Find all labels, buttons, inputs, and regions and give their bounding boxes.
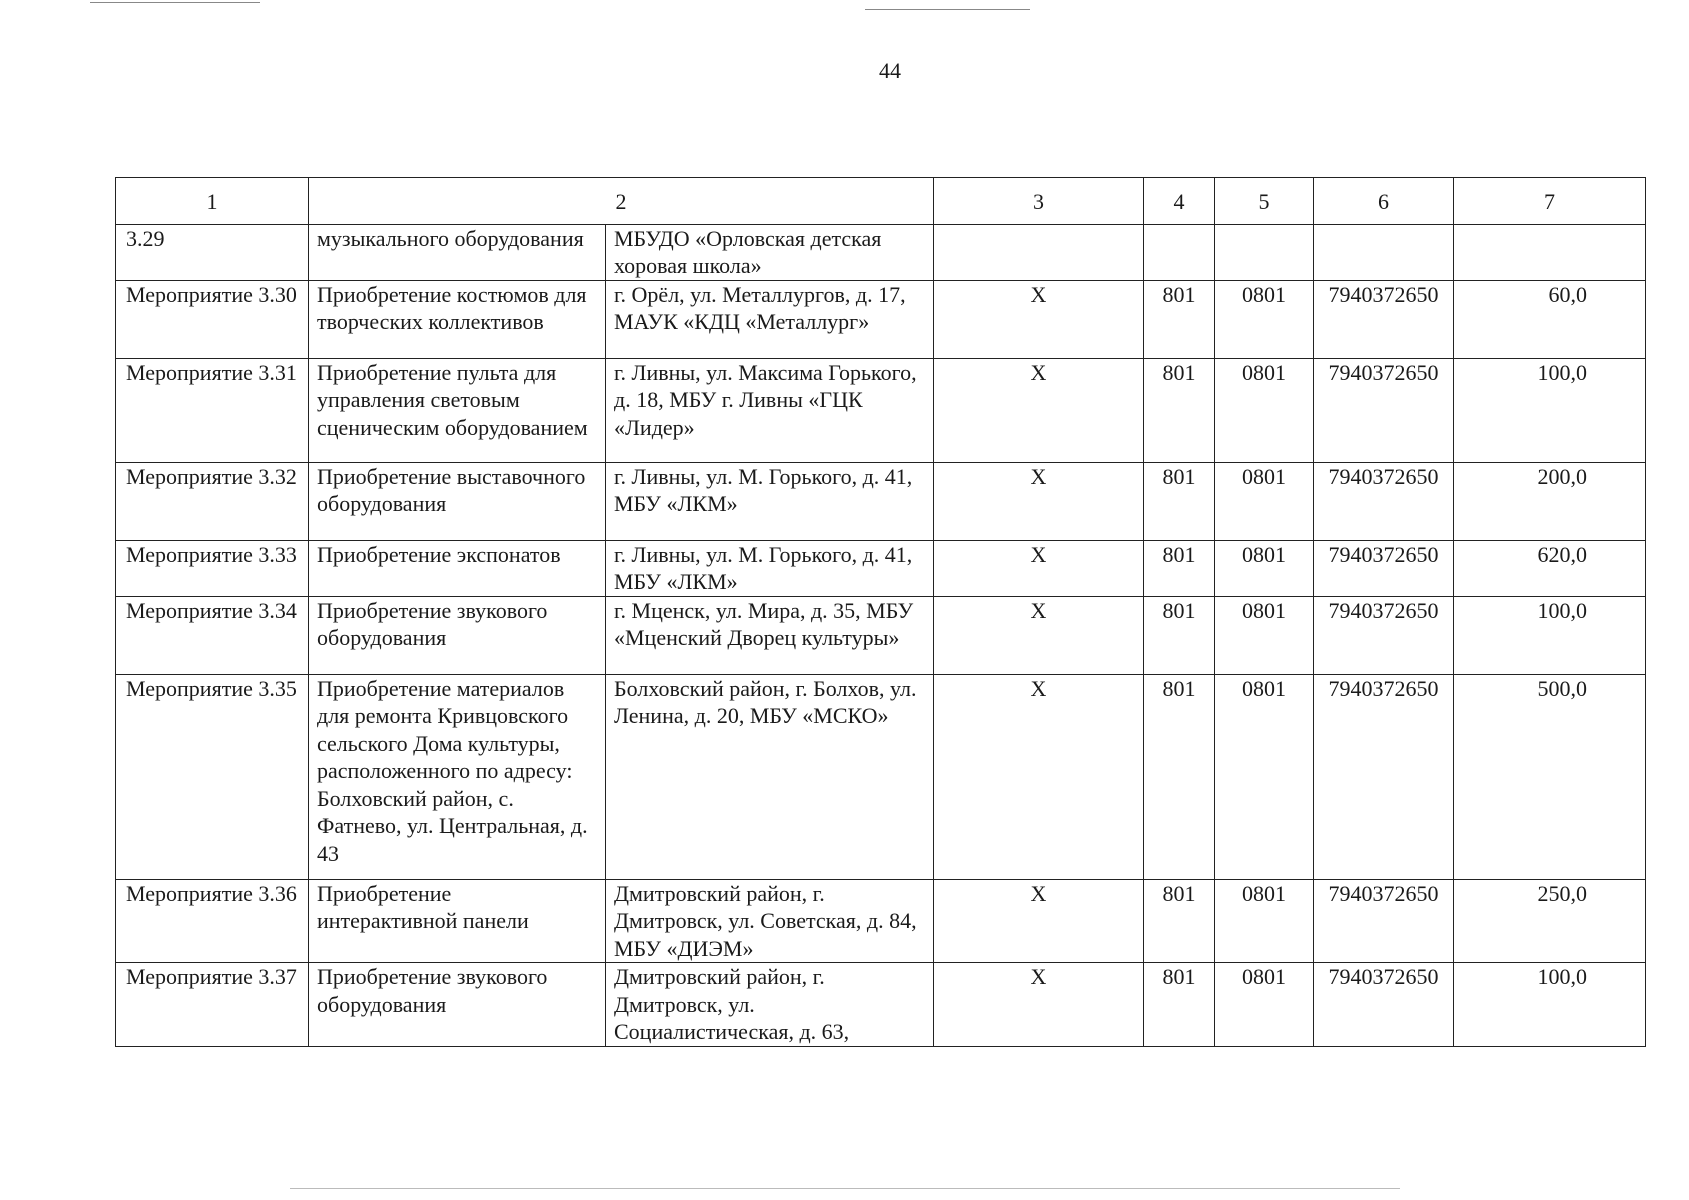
page-number: 44	[879, 58, 901, 83]
event-location-cell: г. Ливны, ул. М. Горького, д. 41, МБУ «ЛКМ»	[606, 540, 934, 596]
scan-line-bottom	[290, 1188, 1400, 1189]
column-6-cell: 7940372650	[1314, 280, 1454, 358]
amount-cell: 100,0	[1454, 358, 1646, 462]
column-number-row	[116, 178, 1646, 225]
column-5-cell: 0801	[1215, 358, 1314, 462]
event-location-cell: Дмитровский район, г. Дмитровск, ул. Советская, д. 84, МБУ «ДИЭМ»	[606, 879, 934, 963]
table-row	[116, 674, 1646, 879]
event-location-cell: Болховский район, г. Болхов, ул. Ленина, д. 20, МБУ «МСКО»	[606, 674, 934, 879]
event-description-cell: Приобретение звукового оборудования	[309, 963, 606, 1047]
scan-line-top-center	[865, 9, 1030, 10]
event-number-cell: Мероприятие 3.32	[116, 462, 309, 540]
column-6-cell: 7940372650	[1314, 596, 1454, 674]
event-number-cell: 3.29	[116, 224, 309, 280]
column-3-cell: Х	[934, 540, 1144, 596]
header-cell-2: 2	[309, 178, 934, 225]
column-5-cell: 0801	[1215, 596, 1314, 674]
event-number-cell: Мероприятие 3.31	[116, 358, 309, 462]
event-number-cell: Мероприятие 3.37	[116, 963, 309, 1047]
amount-cell: 100,0	[1454, 596, 1646, 674]
column-4-cell	[1144, 224, 1215, 280]
column-6-cell: 7940372650	[1314, 674, 1454, 879]
column-3-cell: Х	[934, 280, 1144, 358]
column-5-cell: 0801	[1215, 280, 1314, 358]
table-row	[116, 879, 1646, 963]
column-4-cell: 801	[1144, 280, 1215, 358]
column-5-cell: 0801	[1215, 963, 1314, 1047]
table-row	[116, 540, 1646, 596]
event-number-cell: Мероприятие 3.30	[116, 280, 309, 358]
column-6-cell: 7940372650	[1314, 879, 1454, 963]
event-location-cell: г. Орёл, ул. Металлургов, д. 17, МАУК «КДЦ «Металлург»	[606, 280, 934, 358]
scan-line-top-left	[90, 2, 260, 3]
event-location-cell: г. Ливны, ул. Максима Горького, д. 18, МБУ г. Ливны «ГЦК «Лидер»	[606, 358, 934, 462]
column-3-cell: Х	[934, 674, 1144, 879]
column-3-cell: Х	[934, 963, 1144, 1047]
header-cell-5: 5	[1215, 178, 1314, 225]
amount-cell: 60,0	[1454, 280, 1646, 358]
header-cell-7: 7	[1454, 178, 1646, 225]
table-row	[116, 224, 1646, 280]
column-6-cell: 7940372650	[1314, 358, 1454, 462]
column-3-cell: Х	[934, 596, 1144, 674]
table-row	[116, 462, 1646, 540]
event-location-cell: Дмитровский район, г. Дмитровск, ул. Социалистическая, д. 63,	[606, 963, 934, 1047]
event-description-cell: музыкального оборудования	[309, 224, 606, 280]
column-5-cell: 0801	[1215, 540, 1314, 596]
column-3-cell: Х	[934, 462, 1144, 540]
table-row	[116, 596, 1646, 674]
column-4-cell: 801	[1144, 596, 1215, 674]
event-description-cell: Приобретение пульта для управления световым сценическим оборудованием	[309, 358, 606, 462]
column-6-cell: 7940372650	[1314, 963, 1454, 1047]
column-6-cell: 7940372650	[1314, 540, 1454, 596]
column-4-cell: 801	[1144, 540, 1215, 596]
column-5-cell: 0801	[1215, 674, 1314, 879]
event-location-cell: г. Мценск, ул. Мира, д. 35, МБУ «Мценский Дворец культуры»	[606, 596, 934, 674]
table-row	[116, 280, 1646, 358]
event-location-cell: г. Ливны, ул. М. Горького, д. 41, МБУ «ЛКМ»	[606, 462, 934, 540]
column-4-cell: 801	[1144, 963, 1215, 1047]
amount-cell	[1454, 224, 1646, 280]
event-description-cell: Приобретение экспонатов	[309, 540, 606, 596]
event-number-cell: Мероприятие 3.36	[116, 879, 309, 963]
column-4-cell: 801	[1144, 879, 1215, 963]
event-number-cell: Мероприятие 3.34	[116, 596, 309, 674]
event-location-cell: МБУДО «Орловская детская хоровая школа»	[606, 224, 934, 280]
event-description-cell: Приобретение звукового оборудования	[309, 596, 606, 674]
event-description-cell: Приобретение материалов для ремонта Кривцовского сельского Дома культуры, расположенного по адресу: Болховский район, с. Фатнево, ул. Центральная, д. 43	[309, 674, 606, 879]
column-6-cell	[1314, 224, 1454, 280]
column-3-cell: Х	[934, 879, 1144, 963]
table-row	[116, 358, 1646, 462]
budget-table	[115, 177, 1646, 1047]
column-3-cell	[934, 224, 1144, 280]
header-cell-6: 6	[1314, 178, 1454, 225]
column-4-cell: 801	[1144, 358, 1215, 462]
event-description-cell: Приобретение интерактивной панели	[309, 879, 606, 963]
column-6-cell: 7940372650	[1314, 462, 1454, 540]
column-5-cell: 0801	[1215, 462, 1314, 540]
amount-cell: 500,0	[1454, 674, 1646, 879]
amount-cell: 100,0	[1454, 963, 1646, 1047]
event-description-cell: Приобретение костюмов для творческих коллективов	[309, 280, 606, 358]
column-5-cell	[1215, 224, 1314, 280]
column-4-cell: 801	[1144, 674, 1215, 879]
column-5-cell: 0801	[1215, 879, 1314, 963]
header-cell-4: 4	[1144, 178, 1215, 225]
event-number-cell: Мероприятие 3.33	[116, 540, 309, 596]
column-4-cell: 801	[1144, 462, 1215, 540]
amount-cell: 200,0	[1454, 462, 1646, 540]
event-number-cell: Мероприятие 3.35	[116, 674, 309, 879]
event-description-cell: Приобретение выставочного оборудования	[309, 462, 606, 540]
column-3-cell: Х	[934, 358, 1144, 462]
header-cell-1: 1	[116, 178, 309, 225]
header-cell-3: 3	[934, 178, 1144, 225]
amount-cell: 250,0	[1454, 879, 1646, 963]
amount-cell: 620,0	[1454, 540, 1646, 596]
table-row	[116, 963, 1646, 1047]
